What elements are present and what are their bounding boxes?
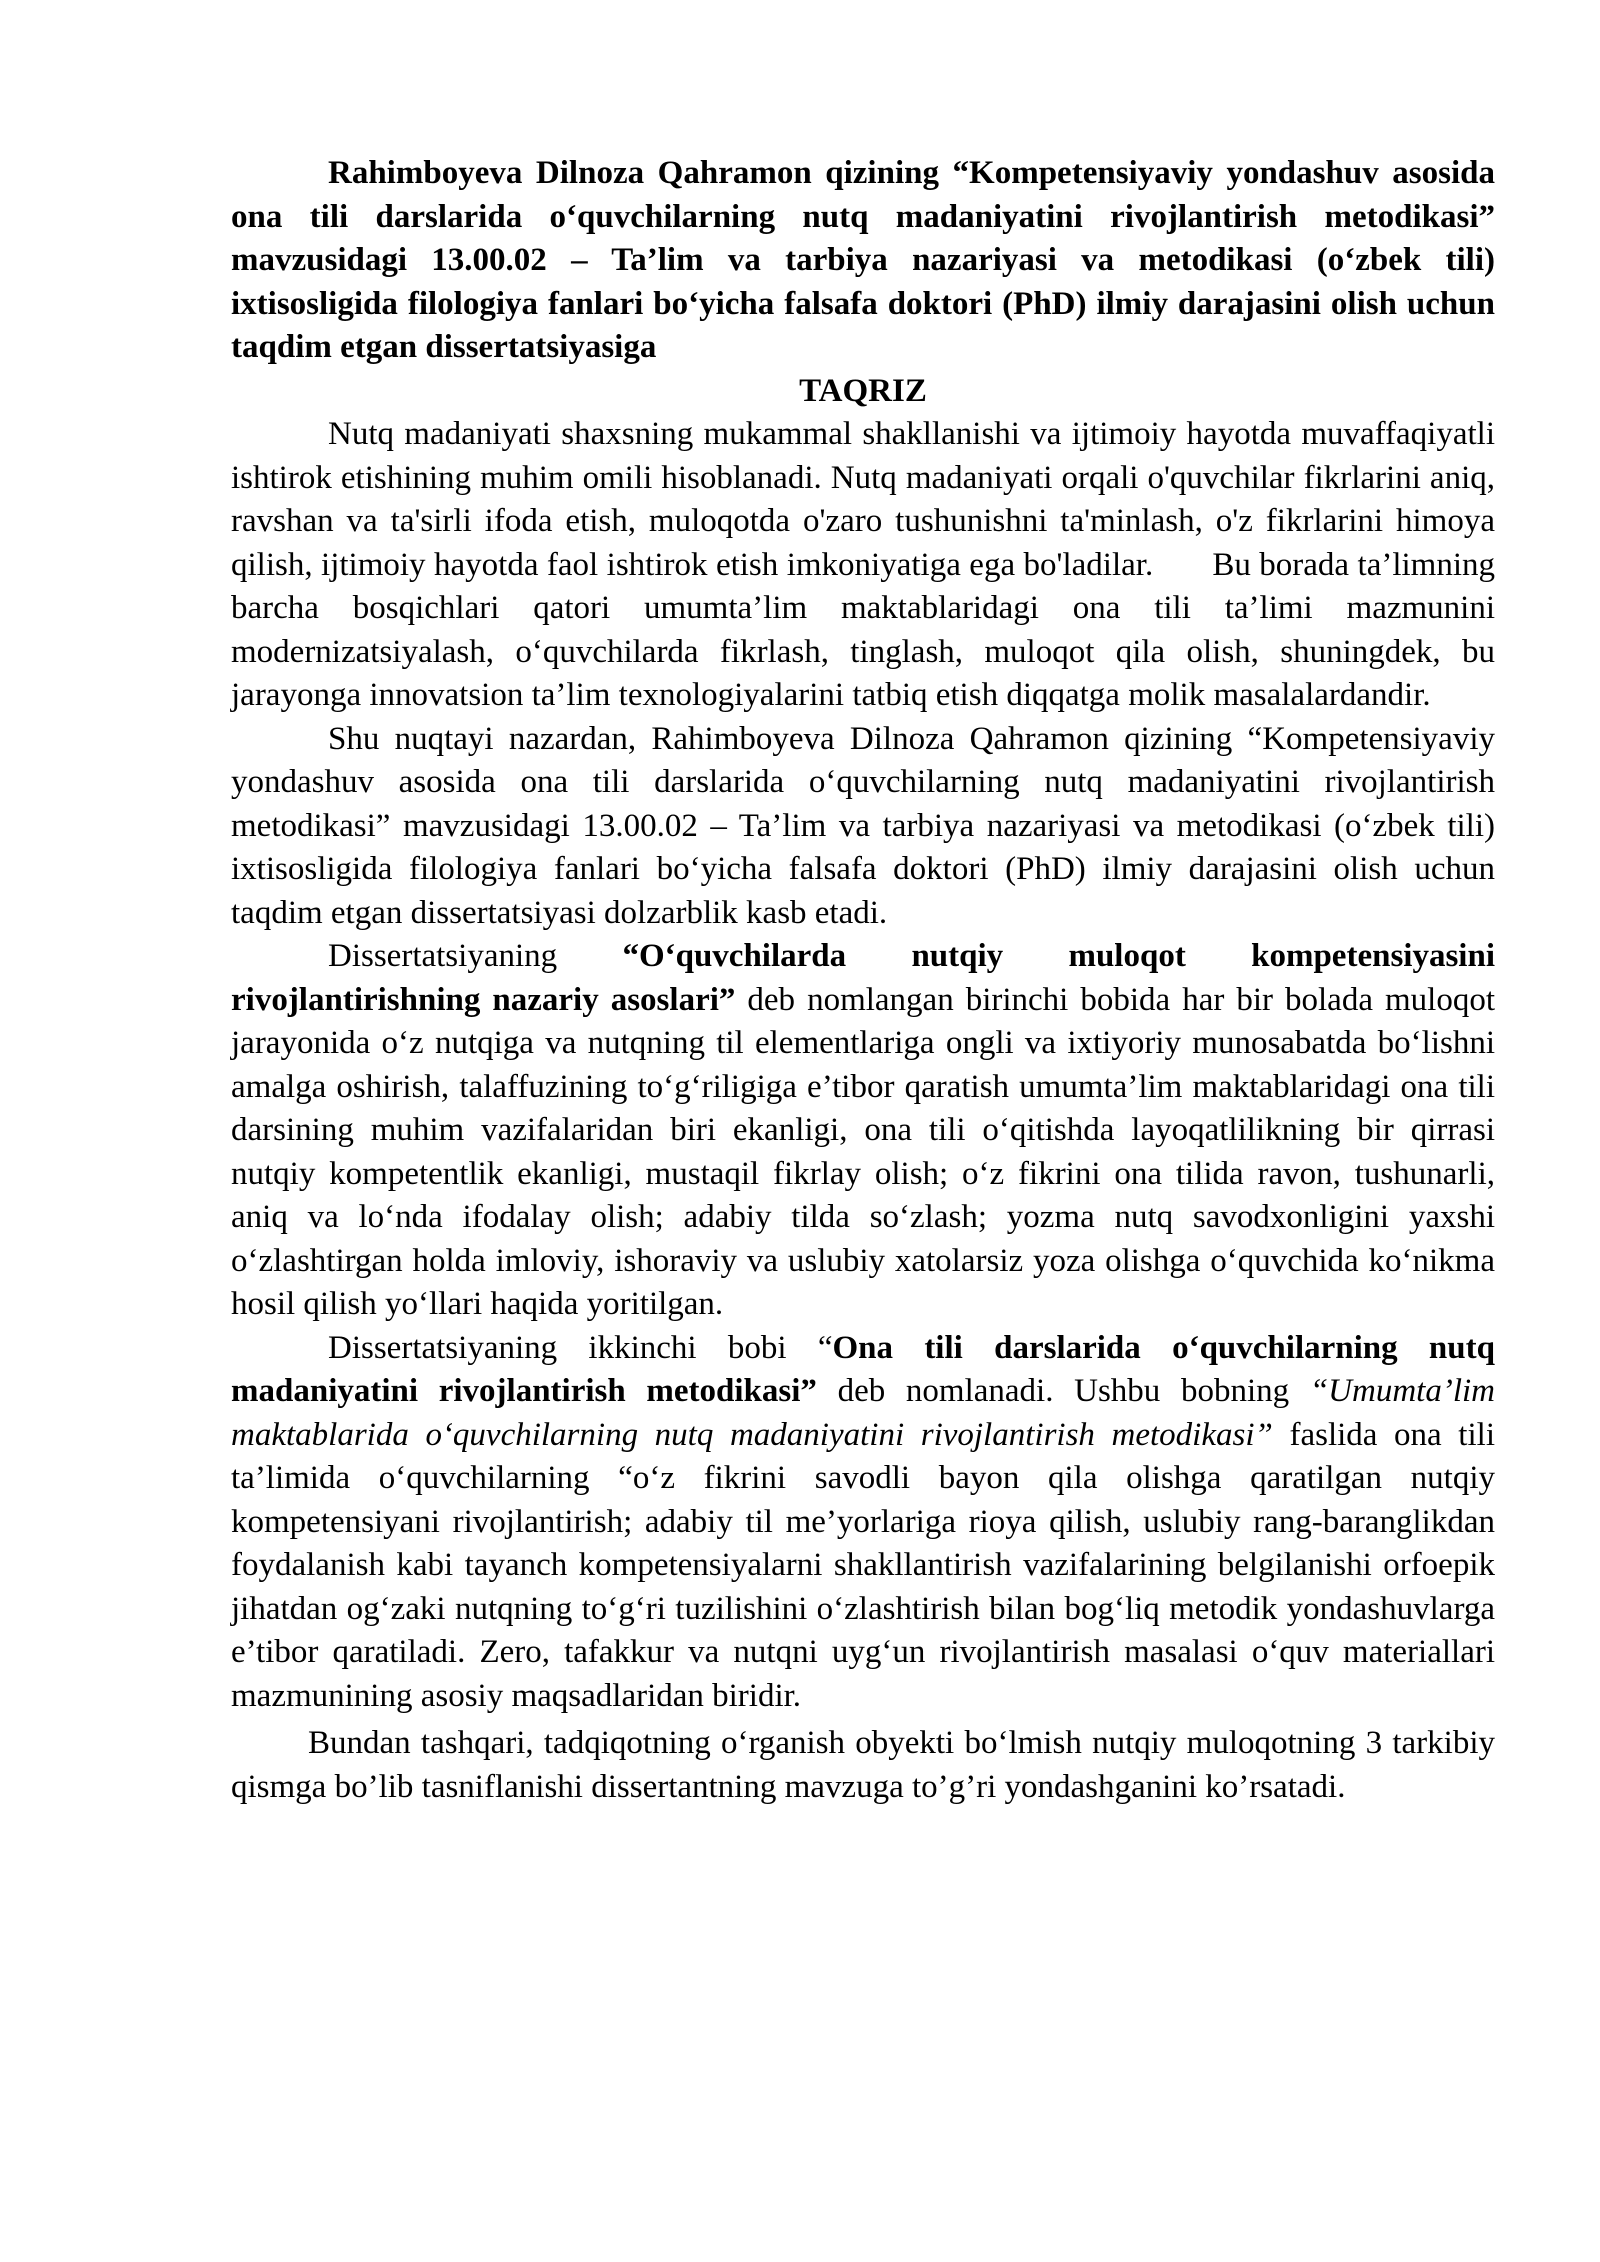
paragraph-chapter-one	[231, 935, 1495, 1327]
review-heading: TAQRIZ	[799, 372, 927, 409]
paragraph-relevance: Shu nuqtayi nazardan, Rahimboyeva Dilnoza Qahramon qizining “Kompetensiyaviy yondashuv asosida ona tili darslarida o‘quvchilarning nutq madaniyatini rivojlantirish metodikasi” mavzusidagi 13.00.02 – Ta’lim va tarbiya nazariyasi va metodikasi (o‘zbek tili) ixtisosligida filologiya fanlari bo‘yicha falsafa doktori (PhD) ilmiy darajasini olish uchun taqdim etgan dissertatsiyasi dolzarblik kasb etadi.	[231, 720, 1495, 931]
chapter-one-text: deb nomlangan birinchi bobida har bir bolada muloqot jarayonida o‘z nutqiga va nutqning til elementlariga ongli va ixtiyoriy munosabatda bo‘lishni amalga oshirish, talaffuzining to‘g‘riligiga e’tibor qaratish umumta’lim maktablaridagi ona tili darsining muhim vazifalaridan biri ekanligi, ona tili o‘qitishda layoqatlilikning bir qirrasi nutqiy kompetentlik ekanligi, mustaqil fikrlay olish; o‘z fikrini ona tilida ravon, tushunarli, aniq va lo‘nda ifodalay olish; adabiy tilda so‘zlash; yozma nutq savodxonligini yaxshi o‘zlashtirgan holda imloviy, ishoraviy va uslubiy xatolarsiz yoza olishga o‘quvchida ko‘nikma hosil qilish yo‘llari haqida yoritilgan.	[231, 981, 1495, 1322]
chapter-one-title: “O‘quvchilarda nutqiy muloqot kompetensiyasini rivojlantirishning nazariy asoslari”	[231, 938, 1495, 1018]
chapter-two-mid: deb nomlanadi. Ushbu bobning	[816, 1373, 1310, 1409]
chapter-two-text: faslida ona tili ta’limida o‘quvchilarning “o‘z fikrini savodli bayon qila olishga qaratilgan nutqiy kompetensiyani rivojlantirish; adabiy til me’yorlariga rioya qilish, uslubiy rang-baranglikdan foydalanish kabi tayanch kompetensiyalarni shakllantirish vazifalarining belgilanishi orfoepik jihatdan og‘zaki nutqning to‘g‘ri tuzilishini o‘zlashtirish bilan bog‘liq metodik yondashuvlarga e’tibor qaratiladi. Zero, tafakkur va nutqni uyg‘un rivojlantirish masalasi o‘quv materiallari mazmunining asosiy maqsadlaridan biridir.	[231, 1416, 1495, 1714]
paragraph-intro: Nutq madaniyati shaxsning mukammal shakllanishi va ijtimoiy hayotda muvaffaqiyatli ishtirok etishining muhim omili hisoblanadi. Nutq madaniyati orqali o'quvchilar fikrlarini aniq, ravshan va ta'sirli ifoda etish, muloqotda o'zaro tushunishni ta'minlash, o'z fikrlarini himoya qilish, ijtimoiy hayotda faol ishtirok etish imkoniyatiga ega bo'ladilar. Bu borada ta’limning barcha bosqichlari qatori umumta’lim maktablaridagi ona tili ta’limi mazmunini modernizatsiyalash, o‘quvchilarda fikrlash, tinglash, muloqot qila olish, shuningdek, bu jarayonga innovatsion ta’lim texnologiyalarini tatbiq etish diqqatga molik masalalardandir.	[231, 416, 1495, 713]
chapter-one-lead: Dissertatsiyaning	[328, 938, 623, 974]
chapter-two-section-title: “Umumta’lim maktablarida o‘quvchilarning nutq madaniyatini rivojlantirish metodikasi”	[231, 1373, 1495, 1453]
document-page	[231, 152, 1495, 1809]
chapter-two-lead: Dissertatsiyaning ikkinchi bobi “	[328, 1329, 833, 1366]
document-title: Rahimboyeva Dilnoza Qahramon qizining “Kompetensiyaviy yondashuv asosida ona tili darslarida o‘quvchilarning nutq madaniyatini rivojlantirish metodikasi” mavzusidagi 13.00.02 – Ta’lim va tarbiya nazariyasi va metodikasi (o‘zbek tili) ixtisosligida filologiya fanlari bo‘yicha falsafa doktori (PhD) ilmiy darajasini olish uchun taqdim etgan dissertatsiyasiga	[231, 155, 1495, 365]
chapter-two-title: Ona tili darslarida o‘quvchilarning nutq madaniyatini rivojlantirish metodikasi”	[231, 1329, 1495, 1409]
paragraph-chapter-two	[231, 1327, 1495, 1719]
paragraph-conclusion: Bundan tashqari, tadqiqotning o‘rganish obyekti bo‘lmish nutqiy muloqotning 3 tarkibiy qismga bo’lib tasniflanishi dissertantning mavzuga to’g’ri yondashganini ko’rsatadi.	[231, 1725, 1495, 1805]
